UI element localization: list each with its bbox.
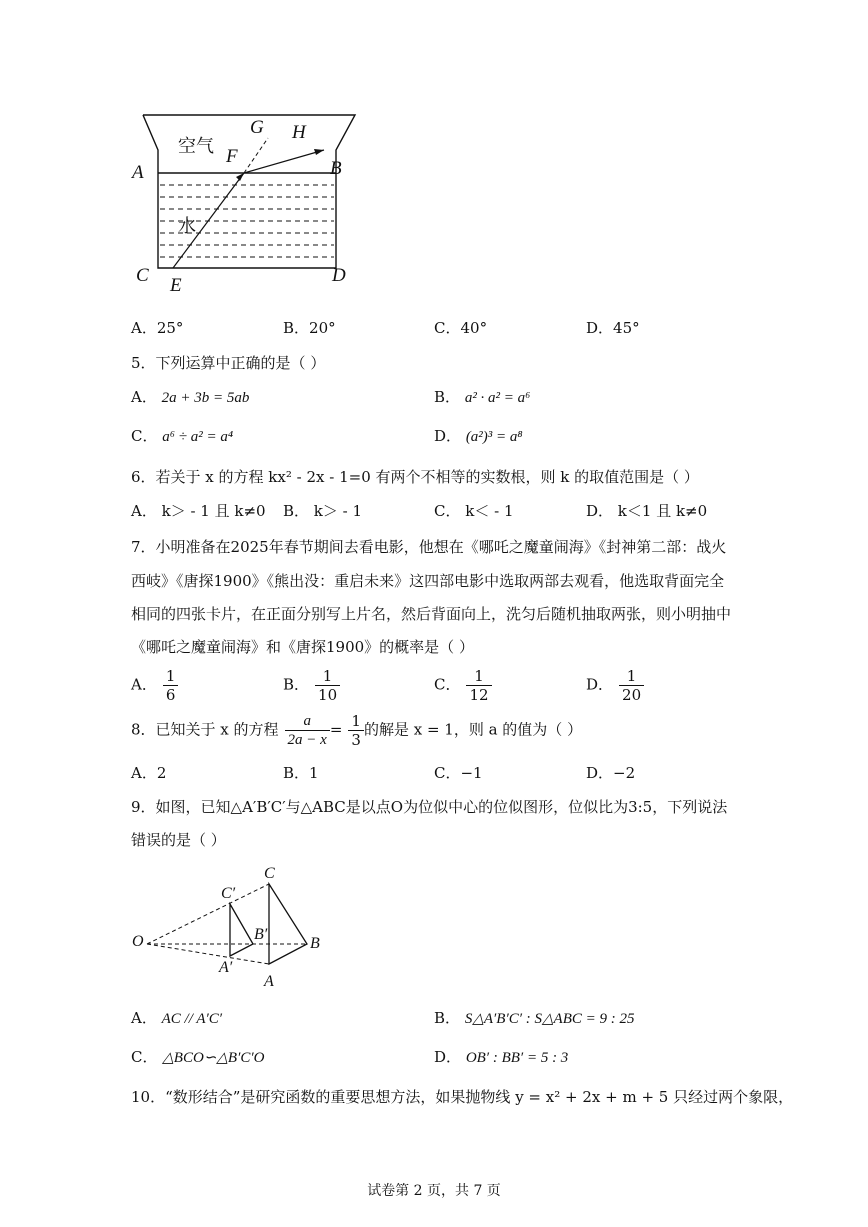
label-f: F bbox=[226, 146, 238, 167]
triangle-a1b1c1 bbox=[230, 904, 253, 956]
q4-option-d: D．45° bbox=[586, 319, 640, 337]
fig9-label-b: B bbox=[310, 935, 320, 952]
refraction-figure bbox=[128, 110, 358, 300]
q7-line-1: 7．小明准备在2025年春节期间去看电影，他想在《哪吒之魔童闹海》《封神第二部：战火 bbox=[131, 538, 727, 556]
q9-option-c: C． △BCO∽△B′C′O bbox=[131, 1048, 265, 1066]
q6-option-c: C． k＜ - 1 bbox=[434, 502, 514, 520]
q10-line-1: 10．“数形结合”是研究函数的重要思想方法，如果抛物线 y = x² + 2x + m + 5 只经过两个象限， bbox=[131, 1088, 794, 1106]
fig9-label-a1: A′ bbox=[219, 959, 233, 976]
q9-option-d: D． OB′ : BB′ = 5 : 3 bbox=[434, 1048, 569, 1066]
q7-option-d: D． $\frac{1}{20}$ bbox=[586, 667, 644, 704]
fig9-label-o: O bbox=[132, 933, 144, 950]
label-d: D bbox=[332, 265, 346, 286]
arrow-f bbox=[236, 173, 244, 181]
q6-option-b: B． k＞ - 1 bbox=[283, 502, 363, 520]
q8-option-d: D．−2 bbox=[586, 764, 636, 782]
q6-stem: 6．若关于 x 的方程 kx² - 2x - 1=0 有两个不相等的实数根，则 k 的取值范围是（ ） bbox=[131, 468, 699, 486]
label-h: H bbox=[292, 122, 306, 143]
q6-option-d: D． k＜1 且 k≠0 bbox=[586, 502, 708, 520]
fig9-label-c1: C′ bbox=[221, 885, 236, 902]
q9-option-a: A． AC // A′C′ bbox=[131, 1009, 223, 1027]
q5-option-c: C． a⁶ ÷ a² = a⁴ bbox=[131, 427, 234, 445]
q4-option-b: B．20° bbox=[283, 319, 336, 337]
q5-option-a: A． 2a + 3b = 5ab bbox=[131, 388, 250, 406]
q9-line-2: 错误的是（ ） bbox=[131, 831, 226, 849]
q8-option-b: B．1 bbox=[283, 764, 319, 782]
q7-option-b: B． $\frac{1}{10}$ bbox=[283, 667, 340, 704]
label-b: B bbox=[330, 158, 342, 179]
ray-fh bbox=[244, 150, 324, 173]
q5-option-d: D． (a²)³ = a⁸ bbox=[434, 427, 523, 445]
label-g: G bbox=[250, 117, 264, 138]
q5-stem: 5．下列运算中正确的是（ ） bbox=[131, 354, 326, 372]
label-c: C bbox=[136, 265, 149, 286]
q9-line-1: 9．如图，已知△A′B′C′与△ABC是以点O为位似中心的位似图形，位似比为3:5，下列说法 bbox=[131, 798, 728, 816]
q7-option-a: A． $\frac{1}{6}$ bbox=[131, 667, 178, 704]
label-e: E bbox=[170, 275, 182, 296]
q7-line-3: 相同的四张卡片，在正面分别写上片名，然后背面向上，洗匀后随机抽取两张，则小明抽中 bbox=[131, 605, 732, 623]
fig9-label-c: C bbox=[264, 865, 275, 882]
water-label: 水 bbox=[178, 216, 196, 237]
q7-option-c: C． $\frac{1}{12}$ bbox=[434, 667, 492, 704]
q8-option-a: A．2 bbox=[131, 764, 167, 782]
air-label: 空气 bbox=[178, 136, 214, 157]
q7-line-2: 西岐》《唐探1900》《熊出没：重启未来》这四部电影中选取两部去观看，他选取背面完全 bbox=[131, 572, 725, 590]
triangle-abc bbox=[269, 884, 307, 964]
q8-stem: 8．已知关于 x 的方程 $\frac{a}{2a - x}$ = $\frac{1}{3}$ 的解是 x = 1，则 a 的值为（ ） bbox=[131, 712, 583, 749]
q4-option-c: C．40° bbox=[434, 319, 488, 337]
q8-option-c: C．−1 bbox=[434, 764, 483, 782]
arrow-h bbox=[314, 149, 324, 155]
q4-option-a: A．25° bbox=[131, 319, 184, 337]
page-footer: 试卷第 2 页，共 7 页 bbox=[367, 1183, 501, 1199]
q5-option-b: B． a² · a² = a⁶ bbox=[434, 388, 531, 406]
q9-option-b: B． S△A′B′C′ : S△ABC = 9 : 25 bbox=[434, 1009, 635, 1027]
label-a: A bbox=[132, 162, 144, 183]
q7-line-4: 《哪吒之魔童闹海》和《唐探1900》的概率是（ ） bbox=[131, 638, 474, 656]
fig9-label-a: A bbox=[264, 973, 274, 990]
q6-option-a: A． k＞ - 1 且 k≠0 bbox=[131, 502, 266, 520]
fig9-label-b1: B′ bbox=[254, 926, 268, 943]
